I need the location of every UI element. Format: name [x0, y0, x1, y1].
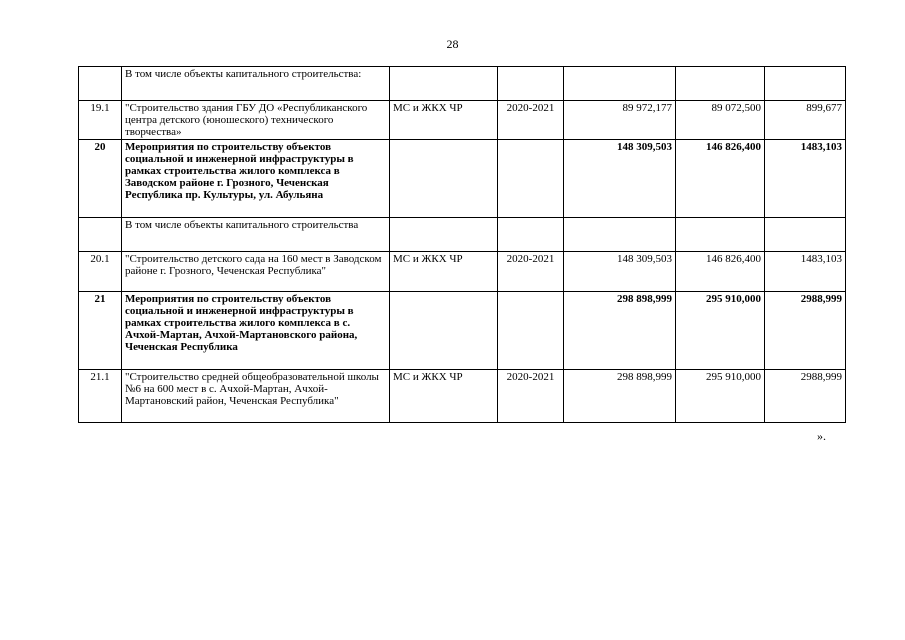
row-number: 20 [79, 140, 122, 218]
row-executor [390, 292, 498, 370]
row-total: 298 898,999 [564, 292, 676, 370]
row-name: Мероприятия по строительству объектов социальной и инженерной инфраструктуры в рамках строительства жилого комплекса в Заводском районе г. Грозного, Чеченская Республика пр. Культуры, ул. Абульяна [122, 140, 390, 218]
table-row [79, 101, 846, 140]
row-years [498, 140, 564, 218]
row-years [498, 218, 564, 252]
row-number [79, 67, 122, 101]
row-total: 148 309,503 [564, 252, 676, 292]
row-federal: 89 072,500 [676, 101, 765, 140]
row-name: Мероприятия по строительству объектов социальной и инженерной инфраструктуры в рамках строительства жилого комплекса в с. Ачхой-Мартан, Ачхой-Мартановского района, Чеченская Республика [122, 292, 390, 370]
row-years [498, 292, 564, 370]
row-executor: МС и ЖКХ ЧР [390, 101, 498, 140]
row-years: 2020-2021 [498, 252, 564, 292]
table-row [79, 218, 846, 252]
row-regional [765, 67, 846, 101]
table-row [79, 370, 846, 423]
row-executor [390, 140, 498, 218]
row-federal: 295 910,000 [676, 292, 765, 370]
row-number: 20.1 [79, 252, 122, 292]
row-name: "Строительство детского сада на 160 мест в Заводском районе г. Грозного, Чеченская Республика" [122, 252, 390, 292]
row-federal: 295 910,000 [676, 370, 765, 423]
row-total: 298 898,999 [564, 370, 676, 423]
table-row [79, 140, 846, 218]
row-executor [390, 67, 498, 101]
table-row [79, 292, 846, 370]
row-regional: 2988,999 [765, 370, 846, 423]
table-row [79, 67, 846, 101]
row-years: 2020-2021 [498, 101, 564, 140]
row-federal: 146 826,400 [676, 140, 765, 218]
row-executor: МС и ЖКХ ЧР [390, 252, 498, 292]
row-number: 19.1 [79, 101, 122, 140]
row-regional: 1483,103 [765, 252, 846, 292]
row-number: 21 [79, 292, 122, 370]
row-total: 89 972,177 [564, 101, 676, 140]
row-number: 21.1 [79, 370, 122, 423]
row-name: В том числе объекты капитального строительства [122, 218, 390, 252]
table-row [79, 252, 846, 292]
row-number [79, 218, 122, 252]
row-federal [676, 67, 765, 101]
row-executor [390, 218, 498, 252]
row-regional: 899,677 [765, 101, 846, 140]
row-federal: 146 826,400 [676, 252, 765, 292]
row-federal [676, 218, 765, 252]
row-name: В том числе объекты капитального строительства: [122, 67, 390, 101]
row-years: 2020-2021 [498, 370, 564, 423]
row-regional: 1483,103 [765, 140, 846, 218]
row-total: 148 309,503 [564, 140, 676, 218]
row-regional [765, 218, 846, 252]
row-executor: МС и ЖКХ ЧР [390, 370, 498, 423]
row-total [564, 218, 676, 252]
program-table [78, 66, 846, 423]
row-total [564, 67, 676, 101]
row-name: "Строительство средней общеобразовательной школы №6 на 600 мест в с. Ачхой-Мартан, Ачхой-Мартановский район, Чеченская Республика" [122, 370, 390, 423]
row-regional: 2988,999 [765, 292, 846, 370]
row-name: "Строительство здания ГБУ ДО «Республиканского центра детского (юношеского) технического творчества» [122, 101, 390, 140]
closing-quote: ». [817, 429, 826, 443]
row-years [498, 67, 564, 101]
page-number: 28 [446, 37, 459, 51]
